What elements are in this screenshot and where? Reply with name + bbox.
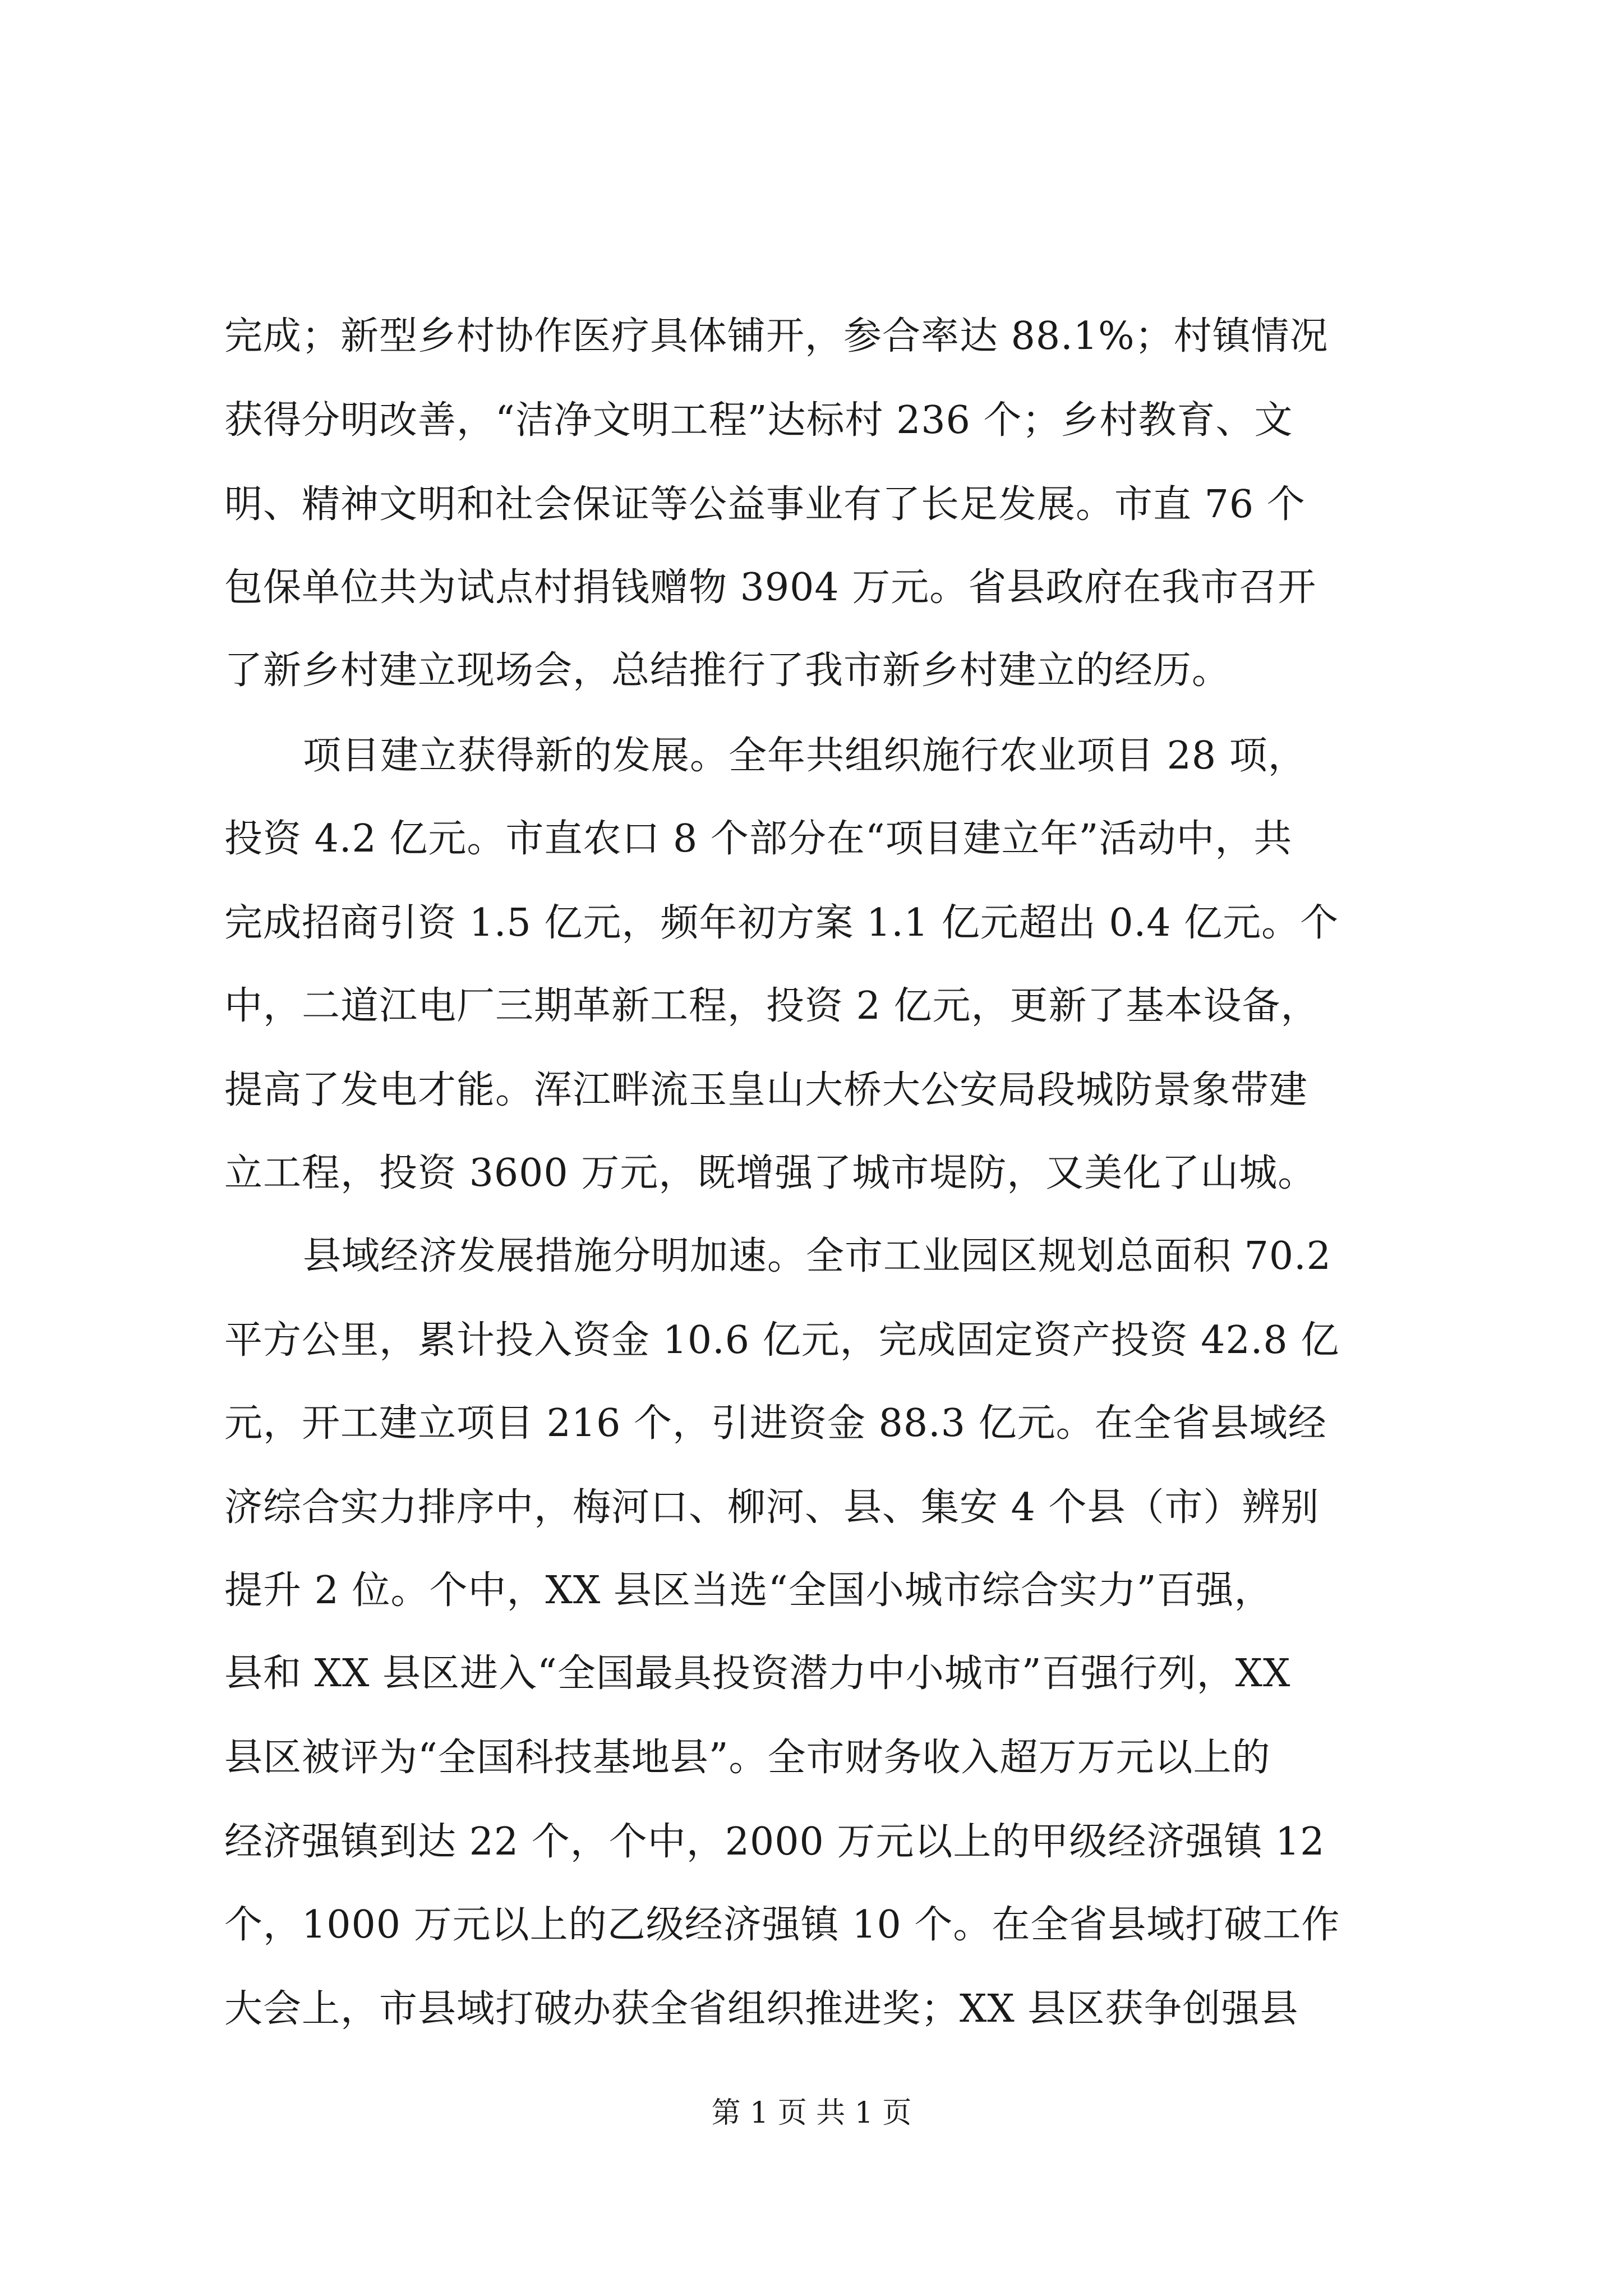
text-line: 提高了发电才能。浑江畔流玉皇山大桥大公安局段城防景象带建 [224,1068,1308,1112]
text-line: 经济强镇到达 22 个，个中，2000 万元以上的甲级经济强镇 12 [224,1820,1325,1864]
text-line: 济综合实力排序中，梅河口、柳河、县、集安 4 个县（市）辨别 [224,1485,1320,1530]
text-line: 大会上，市县域打破办获全省组织推进奖；XX 县区获争创强县 [224,1987,1299,2031]
paragraph-first-line: 县域经济发展措施分明加速。全市工业园区规划总面积 70.2 [303,1234,1332,1278]
text-line: 完成；新型乡村协作医疗具体铺开，参合率达 88.1%；村镇情况 [224,314,1329,358]
text-line: 元，开工建立项目 216 个，引进资金 88.3 亿元。在全省县域经 [224,1401,1327,1446]
paragraph-first-line: 项目建立获得新的发展。全年共组织施行农业项目 28 项， [303,734,1307,778]
text-line: 明、精神文明和社会保证等公益事业有了长足发展。市直 76 个 [224,482,1306,527]
text-line: 包保单位共为试点村捐钱赠物 3904 万元。省县政府在我市召开 [224,565,1317,610]
text-line: 了新乡村建立现场会，总结推行了我市新乡村建立的经历。 [224,648,1231,693]
text-line: 完成招商引资 1.5 亿元，频年初方案 1.1 亿元超出 0.4 亿元。个 [224,901,1339,945]
text-line: 获得分明改善，“洁净文明工程”达标村 236 个；乡村教育、文 [224,398,1293,443]
text-line: 提升 2 位。个中，XX 县区当选“全国小城市综合实力”百强， [224,1568,1273,1613]
text-line: 县和 XX 县区进入“全国最具投资潜力中小城市”百强行列，XX [224,1651,1291,1696]
text-line: 立工程，投资 3600 万元，既增强了城市堤防，又美化了山城。 [224,1151,1317,1195]
page-number-footer: 第 1 页 共 1 页 [711,2096,912,2130]
text-line: 个，1000 万元以上的乙级经济强镇 10 个。在全省县域打破工作 [224,1903,1340,1947]
text-line: 投资 4.2 亿元。市直农口 8 个部分在“项目建立年”活动中，共 [224,817,1293,861]
text-line: 县区被评为“全国科技基地县”。全市财务收入超万万元以上的 [224,1736,1271,1780]
text-line: 平方公里，累计投入资金 10.6 亿元，完成固定资产投资 42.8 亿 [224,1318,1340,1363]
text-line: 中，二道江电厂三期革新工程，投资 2 亿元，更新了基本设备， [224,984,1320,1028]
